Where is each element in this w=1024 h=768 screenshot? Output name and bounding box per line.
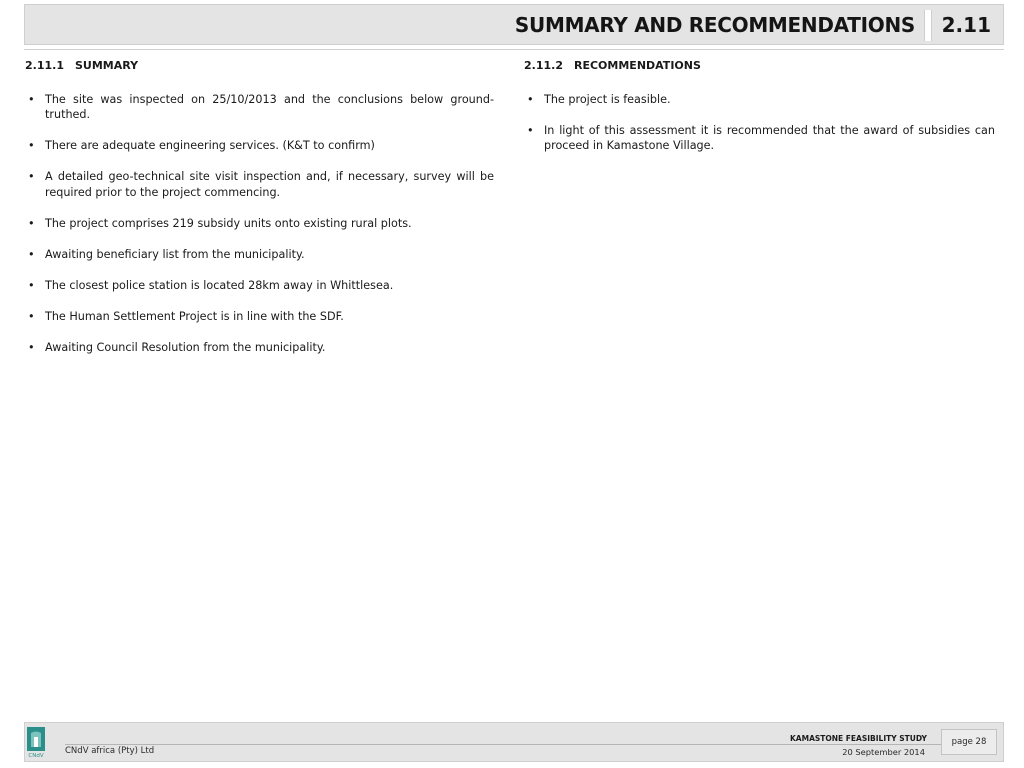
summary-item xyxy=(25,309,494,325)
bullet-icon: • xyxy=(28,340,35,354)
bullet-icon: • xyxy=(28,247,35,261)
study-title: KAMASTONE FEASIBILITY STUDY xyxy=(790,734,927,743)
summary-item xyxy=(25,278,494,294)
bullet-icon: • xyxy=(28,309,35,323)
summary-item xyxy=(25,216,494,232)
summary-item-text: A detailed geo-technical site visit inspection and, if necessary, survey will be required prior to the project commencing. xyxy=(45,170,494,199)
bullet-icon: • xyxy=(28,92,35,106)
summary-column xyxy=(25,58,494,371)
recommendations-heading xyxy=(524,58,995,74)
footer-rule xyxy=(65,744,957,745)
section-number: 2.11 xyxy=(941,13,991,37)
recommendations-heading-number: 2.11.2 xyxy=(524,59,563,72)
page-header xyxy=(24,4,1004,45)
page-number: page 28 xyxy=(941,729,997,755)
summary-item-text: Awaiting beneficiary list from the municipality. xyxy=(45,247,305,261)
page-footer xyxy=(24,722,1004,762)
summary-heading xyxy=(25,58,494,74)
study-date: 20 September 2014 xyxy=(842,747,925,757)
bullet-icon: • xyxy=(527,92,534,106)
header-rule xyxy=(24,49,1004,50)
summary-item xyxy=(25,340,494,356)
recommendations-heading-text: RECOMMENDATIONS xyxy=(574,59,701,72)
summary-item-text: Awaiting Council Resolution from the municipality. xyxy=(45,340,326,354)
summary-item xyxy=(25,247,494,263)
summary-item-text: The site was inspected on 25/10/2013 and the conclusions below ground-truthed. xyxy=(45,92,494,121)
summary-item xyxy=(25,138,494,154)
summary-list xyxy=(25,92,494,356)
recommendation-item-text: The project is feasible. xyxy=(544,92,671,106)
recommendation-item xyxy=(524,92,995,108)
recommendation-item-text: In light of this assessment it is recommended that the award of subsidies can proceed in Kamastone Village. xyxy=(544,123,995,152)
summary-item xyxy=(25,169,494,200)
page-title: SUMMARY AND RECOMMENDATIONS xyxy=(514,13,915,37)
logo-text: CNdV xyxy=(28,753,44,759)
bullet-icon: • xyxy=(28,278,35,292)
bullet-icon: • xyxy=(28,170,35,183)
summary-item-text: There are adequate engineering services. (K&T to confirm) xyxy=(45,139,375,152)
summary-item xyxy=(25,92,494,123)
recommendations-list xyxy=(524,92,995,154)
summary-heading-text: SUMMARY xyxy=(75,59,139,72)
summary-item-text: The project comprises 219 subsidy units onto existing rural plots. xyxy=(45,216,412,230)
summary-item-text: The Human Settlement Project is in line with the SDF. xyxy=(45,309,344,323)
header-divider xyxy=(924,10,932,41)
bullet-icon: • xyxy=(28,139,35,152)
bullet-icon: • xyxy=(28,216,35,230)
cndv-logo-icon xyxy=(27,727,45,759)
bullet-icon: • xyxy=(527,123,534,137)
recommendation-item xyxy=(524,123,995,154)
summary-heading-number: 2.11.1 xyxy=(25,59,64,72)
summary-item-text: The closest police station is located 28km away in Whittlesea. xyxy=(45,278,394,292)
company-name: CNdV africa (Pty) Ltd xyxy=(65,746,155,756)
recommendations-column xyxy=(524,58,995,169)
